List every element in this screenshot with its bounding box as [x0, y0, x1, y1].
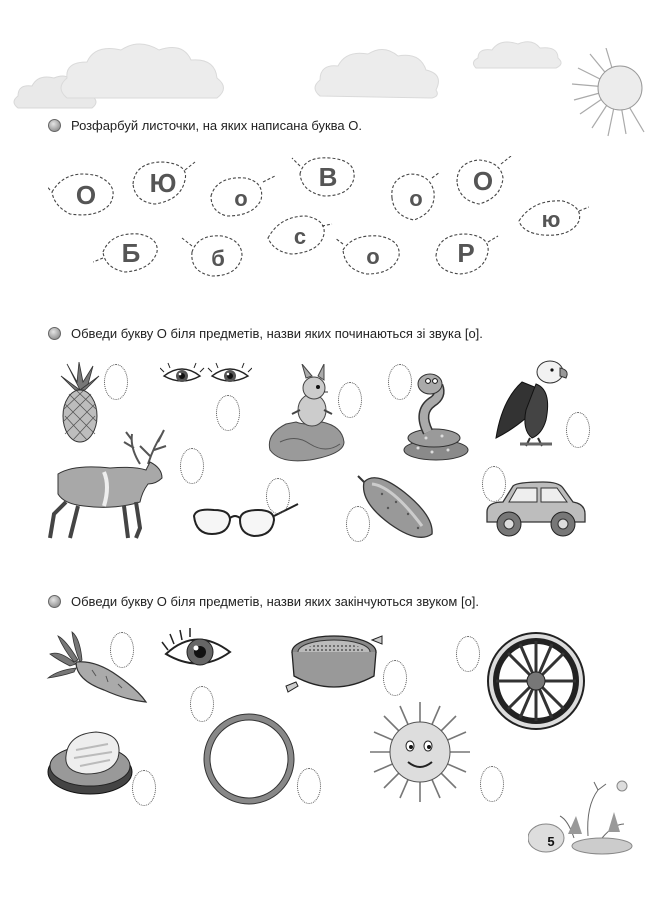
leaf-letter: В [318, 161, 338, 192]
leaf-letter: с [293, 224, 307, 249]
leaf[interactable] [262, 210, 338, 260]
task-1-text: Розфарбуй листочки, на яких написана буква О. [71, 118, 362, 133]
leaf-letter: Б [121, 237, 141, 268]
leaf[interactable] [378, 172, 454, 222]
answer-oval[interactable] [266, 478, 290, 514]
task-2-text: Обведи букву О біля предметів, назви яких починаються зі звука [о]. [71, 326, 483, 341]
cloud-icon [470, 38, 565, 72]
answer-oval[interactable] [338, 382, 362, 418]
task-2-instruction [48, 326, 483, 341]
answer-oval[interactable] [110, 632, 134, 668]
leaf-letter: б [211, 246, 225, 271]
answer-oval[interactable] [456, 636, 480, 672]
leaf[interactable] [48, 170, 124, 220]
leaf-letter: о [366, 244, 380, 269]
answer-oval[interactable] [566, 412, 590, 448]
answer-oval[interactable] [104, 364, 128, 400]
answer-oval[interactable] [297, 768, 321, 804]
page-number: 5 [547, 834, 555, 849]
leaf[interactable] [428, 228, 504, 278]
leaf[interactable] [335, 230, 411, 280]
squirrel-icon [266, 364, 348, 464]
answer-oval[interactable] [216, 395, 240, 431]
smiling-sun-icon [366, 700, 474, 804]
leaf-letter: О [75, 179, 97, 210]
answer-oval[interactable] [132, 770, 156, 806]
carrot-icon [46, 630, 150, 706]
soap-icon [46, 720, 136, 796]
leaf-letter: Ю [149, 167, 177, 198]
leaf[interactable] [290, 152, 366, 202]
bullet-icon [48, 595, 61, 608]
leaf[interactable] [93, 228, 169, 278]
task-3-instruction [48, 594, 479, 609]
leaf-letter: о [234, 186, 248, 211]
leaf[interactable] [180, 232, 256, 282]
leaf[interactable] [513, 193, 589, 243]
sun-icon [568, 48, 650, 138]
bullet-icon [48, 119, 61, 132]
eyes-icon [160, 362, 252, 388]
leaf-letter: Р [457, 237, 475, 268]
leaf[interactable] [445, 156, 521, 206]
bullet-icon [48, 327, 61, 340]
answer-oval[interactable] [180, 448, 204, 484]
eagle-icon [492, 360, 572, 448]
ring-icon [202, 712, 296, 806]
answer-oval[interactable] [388, 364, 412, 400]
leaf-letter: о [409, 186, 423, 211]
leaf-letter: ю [541, 207, 561, 232]
wheel-icon [484, 628, 588, 734]
leaf[interactable] [125, 158, 201, 208]
sieve-icon [284, 628, 384, 700]
eye-icon [160, 628, 236, 676]
cloud-icon [310, 44, 445, 104]
deer-icon [44, 428, 179, 543]
answer-oval[interactable] [482, 466, 506, 502]
cloud-icon [55, 40, 230, 105]
leaf-letter: О [472, 165, 494, 196]
answer-oval[interactable] [480, 766, 504, 802]
task-1-instruction [48, 118, 362, 133]
answer-oval[interactable] [383, 660, 407, 696]
task-3-text: Обведи букву О біля предметів, назви яких закінчуються звуком [о]. [71, 594, 480, 609]
answer-oval[interactable] [346, 506, 370, 542]
